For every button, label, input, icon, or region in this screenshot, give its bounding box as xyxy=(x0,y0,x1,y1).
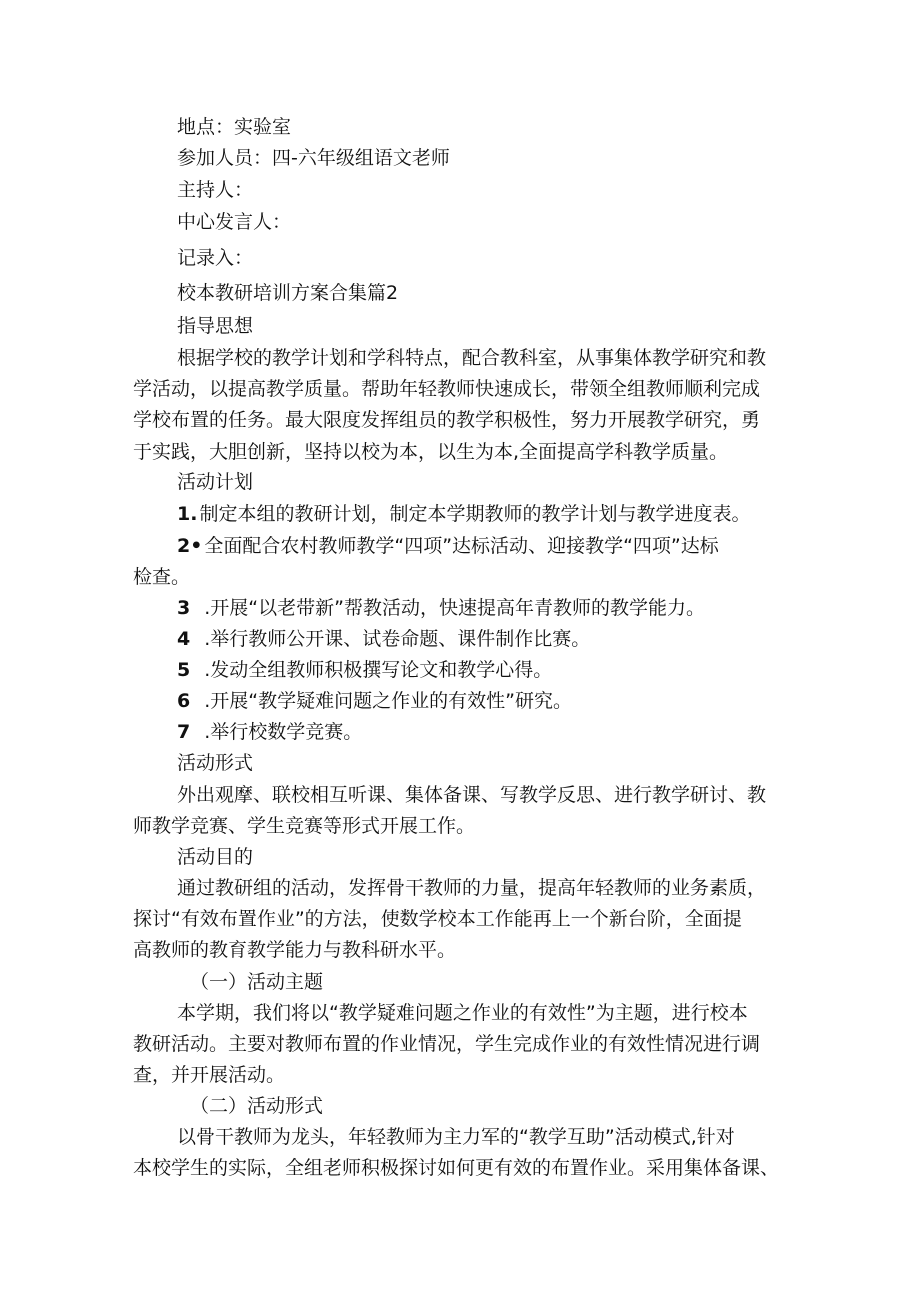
plan-item xyxy=(177,502,750,526)
plan-item xyxy=(177,720,362,744)
plan-item-number: 6 xyxy=(177,690,191,712)
meeting-speaker: 中心发言人： xyxy=(177,211,292,233)
purpose-line: 高教师的教育教学能力与教科研水平。 xyxy=(133,939,457,961)
plan-item-number: 7 xyxy=(177,721,191,743)
form-heading: 活动形式 xyxy=(177,752,254,774)
theme-line: 本学期，我们将以“教学疑难问题之作业的有效性”为主题，进行校本 xyxy=(177,1002,748,1024)
meeting-attendees: 参加人员：四-六年级组语文老师 xyxy=(177,147,450,169)
guiding-line: 学校布置的任务。最大限度发挥组员的教学积极性，努力开展教学研究，勇 xyxy=(133,409,761,431)
plan-item-text: .开展“教学疑难问题之作业的有效性”研究。 xyxy=(204,690,572,712)
form2-heading: （二）活动形式 xyxy=(190,1095,324,1117)
meeting-recorder: 记录入： xyxy=(177,247,254,269)
plan-item-text: 全面配合农村教师教学“四项”达标活动、迎接教学“四项”达标 xyxy=(204,535,719,557)
purpose-line: 通过教研组的活动，发挥骨干教师的力量，提高年轻教师的业务素质， xyxy=(177,877,767,899)
plan-item-number: 3 xyxy=(177,597,191,619)
form2-line: 本校学生的实际，全组老师积极探讨如何更有效的布置作业。采用集体备课、 xyxy=(133,1157,780,1179)
meeting-location: 地点：实验室 xyxy=(177,116,292,138)
plan-item xyxy=(177,596,705,620)
purpose-heading: 活动目的 xyxy=(177,846,254,868)
plan-item-continued: 检查。 xyxy=(133,566,191,588)
form-line: 外出观摩、联校相互听课、集体备课、写教学反思、进行教学研讨、教 xyxy=(177,784,767,806)
purpose-line: 探讨“有效布置作业”的方法，使数学校本工作能再上一个新台阶，全面提 xyxy=(133,908,742,930)
plan-item-number: 1. xyxy=(177,503,198,525)
plan-heading: 活动计划 xyxy=(177,471,254,493)
plan-item-number: 2• xyxy=(177,535,203,557)
plan-item-text: .发动全组教师积极撰写论文和教学心得。 xyxy=(204,659,553,681)
plan-item xyxy=(177,534,719,558)
form2-line: 以骨干教师为龙头，年轻教师为主力军的“教学互助”活动模式,针对 xyxy=(177,1126,735,1148)
theme-heading: （一）活动主题 xyxy=(190,971,324,993)
plan-item xyxy=(177,627,590,651)
plan-item-number: 4 xyxy=(177,628,191,650)
guiding-line: 于实践，大胆创新，坚持以校为本，以生为本,全面提高学科教学质量。 xyxy=(133,441,729,463)
plan-item-text: 制定本组的教研计划，制定本学期教师的教学计划与教学进度表。 xyxy=(199,503,751,525)
plan-item xyxy=(177,689,572,713)
form-line: 师教学竞赛、学生竞赛等形式开展工作。 xyxy=(133,815,476,837)
meeting-host: 主持人： xyxy=(177,179,254,201)
plan-item xyxy=(177,658,552,682)
guiding-line: 学活动，以提高教学质量。帮助年轻教师快速成长，带领全组教师顺利完成 xyxy=(133,378,761,400)
plan-item-text: .举行教师公开课、试卷命题、课件制作比赛。 xyxy=(204,628,591,650)
theme-line: 教研活动。主要对教师布置的作业情况，学生完成作业的有效性情况进行调 xyxy=(133,1033,761,1055)
guiding-heading: 指导思想 xyxy=(177,315,254,337)
plan-item-text: .举行校数学竞赛。 xyxy=(204,721,363,743)
guiding-line: 根据学校的教学计划和学科特点，配合教科室，从事集体教学研究和教 xyxy=(177,347,767,369)
plan-item-text: .开展“以老带新”帮教活动，快速提高年青教师的教学能力。 xyxy=(204,597,705,619)
section-title: 校本教研培训方案合集篇2 xyxy=(177,282,399,304)
theme-line: 查，并开展活动。 xyxy=(133,1064,286,1086)
plan-item-number: 5 xyxy=(177,659,191,681)
